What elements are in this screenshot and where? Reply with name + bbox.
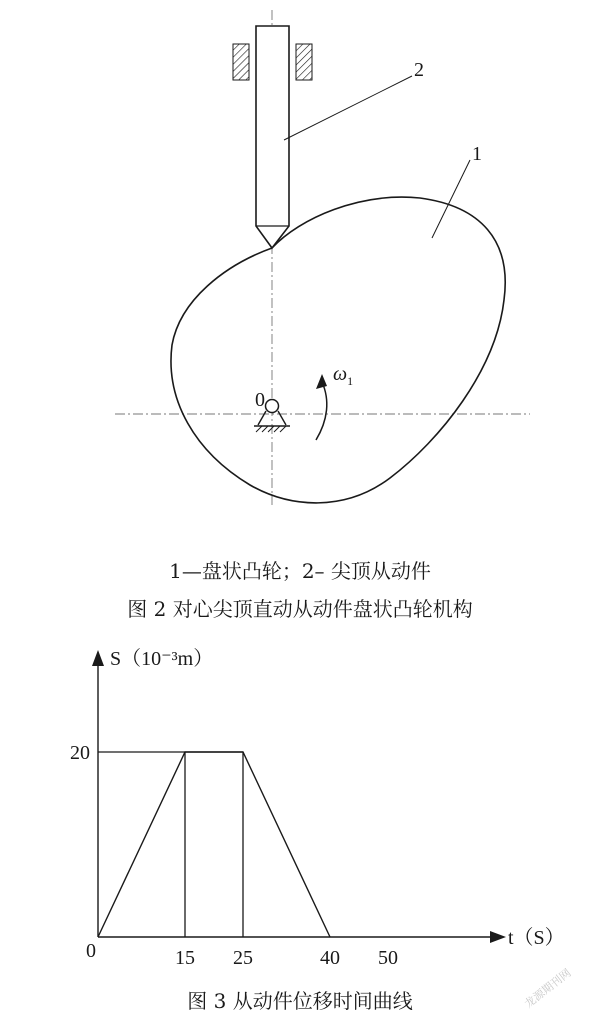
y-tick-label: 0 (86, 940, 96, 962)
chart-axes (92, 650, 506, 943)
y-tick-label: 20 (70, 742, 90, 764)
tick-labels (70, 742, 398, 969)
part-label-2: 2 (414, 59, 424, 81)
y-axis-arrow-icon (92, 650, 104, 666)
omega-label: $\omega_1$ (333, 363, 354, 388)
x-axis-label: t（S） (508, 927, 565, 949)
x-tick-label: 25 (233, 947, 253, 969)
x-tick-label: 40 (320, 947, 340, 969)
x-tick-label: 15 (175, 947, 195, 969)
omega-subscript: 1 (347, 374, 354, 388)
fig3-caption: 图 3 从动件位移时间曲线 (187, 989, 413, 1013)
reference-lines (98, 752, 243, 937)
fig2-caption: 图 2 对心尖顶直动从动件盘状凸轮机构 (127, 597, 473, 621)
origin-label: 0 (255, 389, 265, 411)
x-axis-arrow-icon (490, 931, 506, 943)
y-axis-label: S（10⁻³m） (110, 648, 214, 670)
chart-series (98, 752, 330, 937)
watermark: 龙源期刊网 (522, 966, 574, 1011)
displacement-series-line (98, 752, 330, 937)
part-label-1: 1 (472, 143, 482, 165)
x-tick-label: 50 (378, 947, 398, 969)
fig2-legend: 1—盘状凸轮；2– 尖顶从动件 (169, 559, 431, 583)
